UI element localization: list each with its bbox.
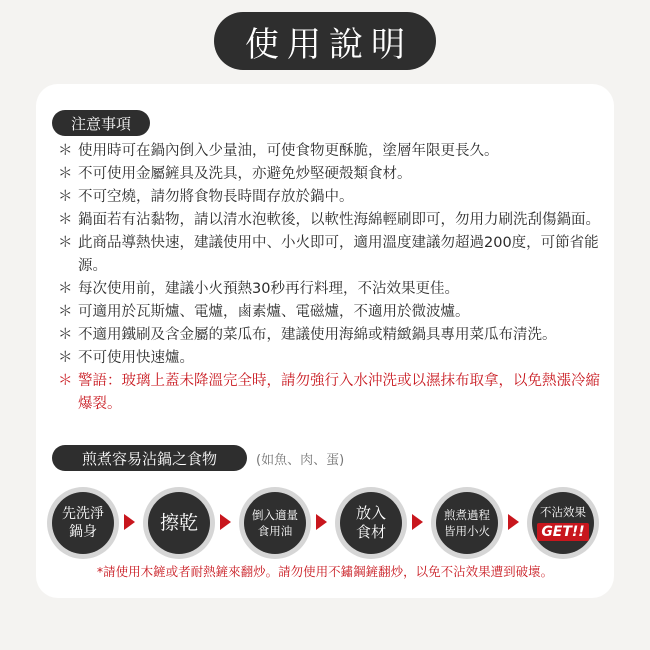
list-item: ＊ 不可空燒，請勿將食物長時間存放於鍋中。 [58, 186, 606, 209]
list-item: ＊ 每次使用前，建議小火預熱30秒再行料理，不沾效果更佳。 [58, 278, 606, 301]
asterisk-icon: ＊ [58, 143, 73, 159]
foods-section-label: 煎煮容易沾鍋之食物 [52, 445, 247, 471]
list-item: ＊ 不可使用金屬鏟具及洗具，亦避免炒堅硬殼類食材。 [58, 163, 606, 186]
notice-list [58, 140, 606, 416]
step-oil: 倒入適量 食用油 [244, 492, 306, 554]
step-wash: 先洗淨 鍋身 [52, 492, 114, 554]
step-dry: 擦乾 [148, 492, 210, 554]
warning-item: ＊ 警語：玻璃上蓋未降溫完全時，請勿強行入水沖洗或以濕抹布取拿，以免熱漲冷縮爆裂。 [58, 370, 606, 416]
asterisk-icon: ＊ [58, 189, 73, 205]
asterisk-icon: ＊ [58, 235, 73, 251]
asterisk-icon: ＊ [58, 350, 73, 366]
asterisk-icon: ＊ [58, 281, 73, 297]
list-item: ＊ 鍋面若有沾黏物，請以清水泡軟後，以軟性海綿輕刷即可，勿用力刷洗刮傷鍋面。 [58, 209, 606, 232]
list-item: ＊ 不適用鐵刷及含金屬的菜瓜布，建議使用海綿或精緻鍋具專用菜瓜布清洗。 [58, 324, 606, 347]
asterisk-icon: ＊ [58, 212, 73, 228]
foods-examples: (如魚、肉、蛋) [256, 453, 345, 468]
step-result: 不沾效果 GET!! [532, 492, 594, 554]
asterisk-icon: ＊ [58, 327, 73, 343]
asterisk-icon: ＊ [58, 166, 73, 182]
list-item: ＊ 使用時可在鍋內倒入少量油，可使食物更酥脆，塗層年限更長久。 [58, 140, 606, 163]
footnote: *請使用木鏟或者耐熱鏟來翻炒。請勿使用不鏽鋼鏟翻炒，以免不沾效果遭到破壞。 [96, 564, 554, 579]
step-add-food: 放入 食材 [340, 492, 402, 554]
step-low-heat: 煎煮過程 皆用小火 [436, 492, 498, 554]
page-title: 使用說明 [214, 12, 436, 70]
asterisk-icon: ＊ [58, 373, 73, 389]
get-badge: GET!! [537, 523, 588, 541]
notice-section-label: 注意事項 [52, 110, 150, 136]
list-item: ＊ 可適用於瓦斯爐、電爐，鹵素爐、電磁爐，不適用於微波爐。 [58, 301, 606, 324]
list-item: ＊ 不可使用快速爐。 [58, 347, 606, 370]
asterisk-icon: ＊ [58, 304, 73, 320]
list-item: ＊ 此商品導熱快速，建議使用中、小火即可，適用溫度建議勿超過200度，可節省能源。 [58, 232, 606, 278]
